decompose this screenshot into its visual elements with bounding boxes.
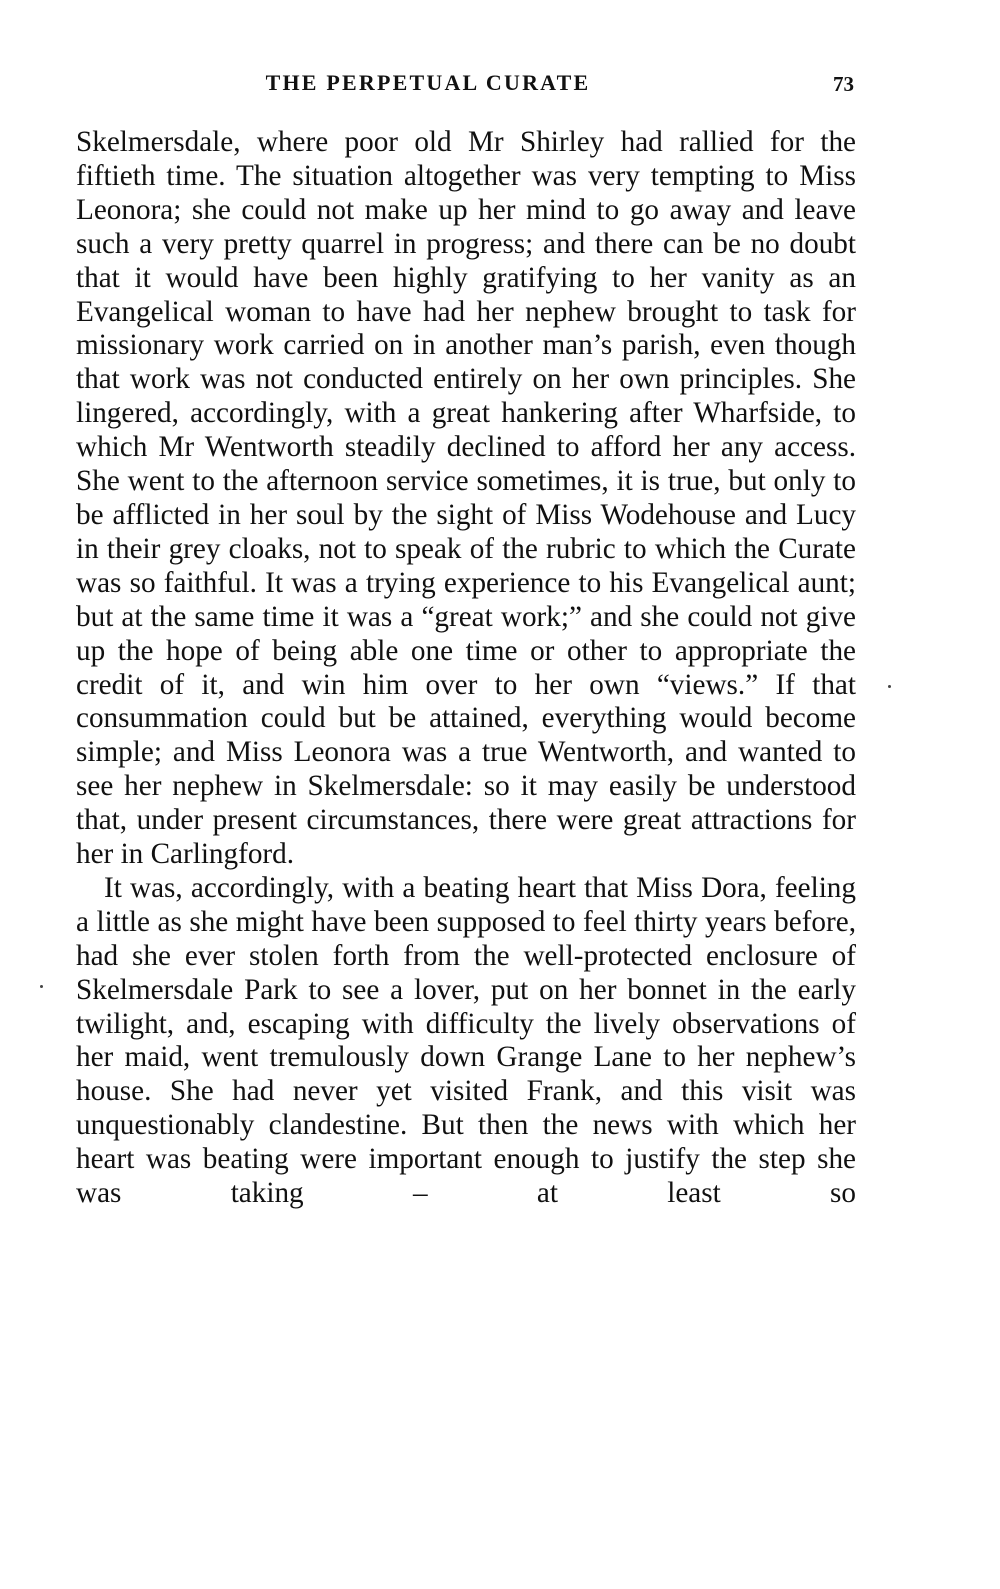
paragraph-1: Skelmersdale, where poor old Mr Shirley had rallied for the fiftieth time. The situation altogether was very tempting to Miss Leonora; she could not make up her mind to go away and leave such a very pretty quarrel in progress; and there can be no doubt that it would have been highly gratifying to her vanity as an Evangelical woman to have had her nephew brought to task for missionary work carried on in another man’s parish, even though that work was not conducted entirely on her own principles. She lingered, accordingly, with a great hankering after Wharfside, to which Mr Wentworth steadily declined to afford her any access. She went to the afternoon service sometimes, it is true, but only to be afflicted in her soul by the sight of Miss Wodehouse and Lucy in their grey cloaks, not to speak of the rubric to which the Curate was so faithful. It was a trying experience to his Evangelical aunt; but at the same time it was a “great work;” and she could not give up the hope of being able one time or other to appropriate the credit of it, and win him over to her own “views.” If that consummation could but be attained, everything would become simple; and Miss Leonora was a true Wentworth, and wanted to see her nephew in Skelmersdale: so it may easily be understood that, under present circumstances, there were great attractions for her in Carlingford. — [76, 126, 856, 871]
page-number: 73 — [833, 72, 854, 96]
print-speck — [40, 985, 43, 988]
running-head — [78, 70, 854, 104]
paragraph-2: It was, accordingly, with a beating heart that Miss Dora, feeling a little as she might have been supposed to feel thirty years before, had she ever stolen forth from the well-protected enclosure of Skelmersdale Park to see a lover, put on her bonnet in the early twilight, and, escaping with difficulty the lively observations of her maid, went tremulously down Grange Lane to her nephew’s house. She had never yet visited Frank, and this visit was unquestionably clandestine. But then the news with which her heart was beating were important enough to justify the step she was taking – at least so — [76, 871, 856, 1210]
running-title: THE PERPETUAL CURATE — [265, 70, 591, 95]
body-text — [76, 126, 856, 1211]
print-speck — [888, 685, 891, 688]
